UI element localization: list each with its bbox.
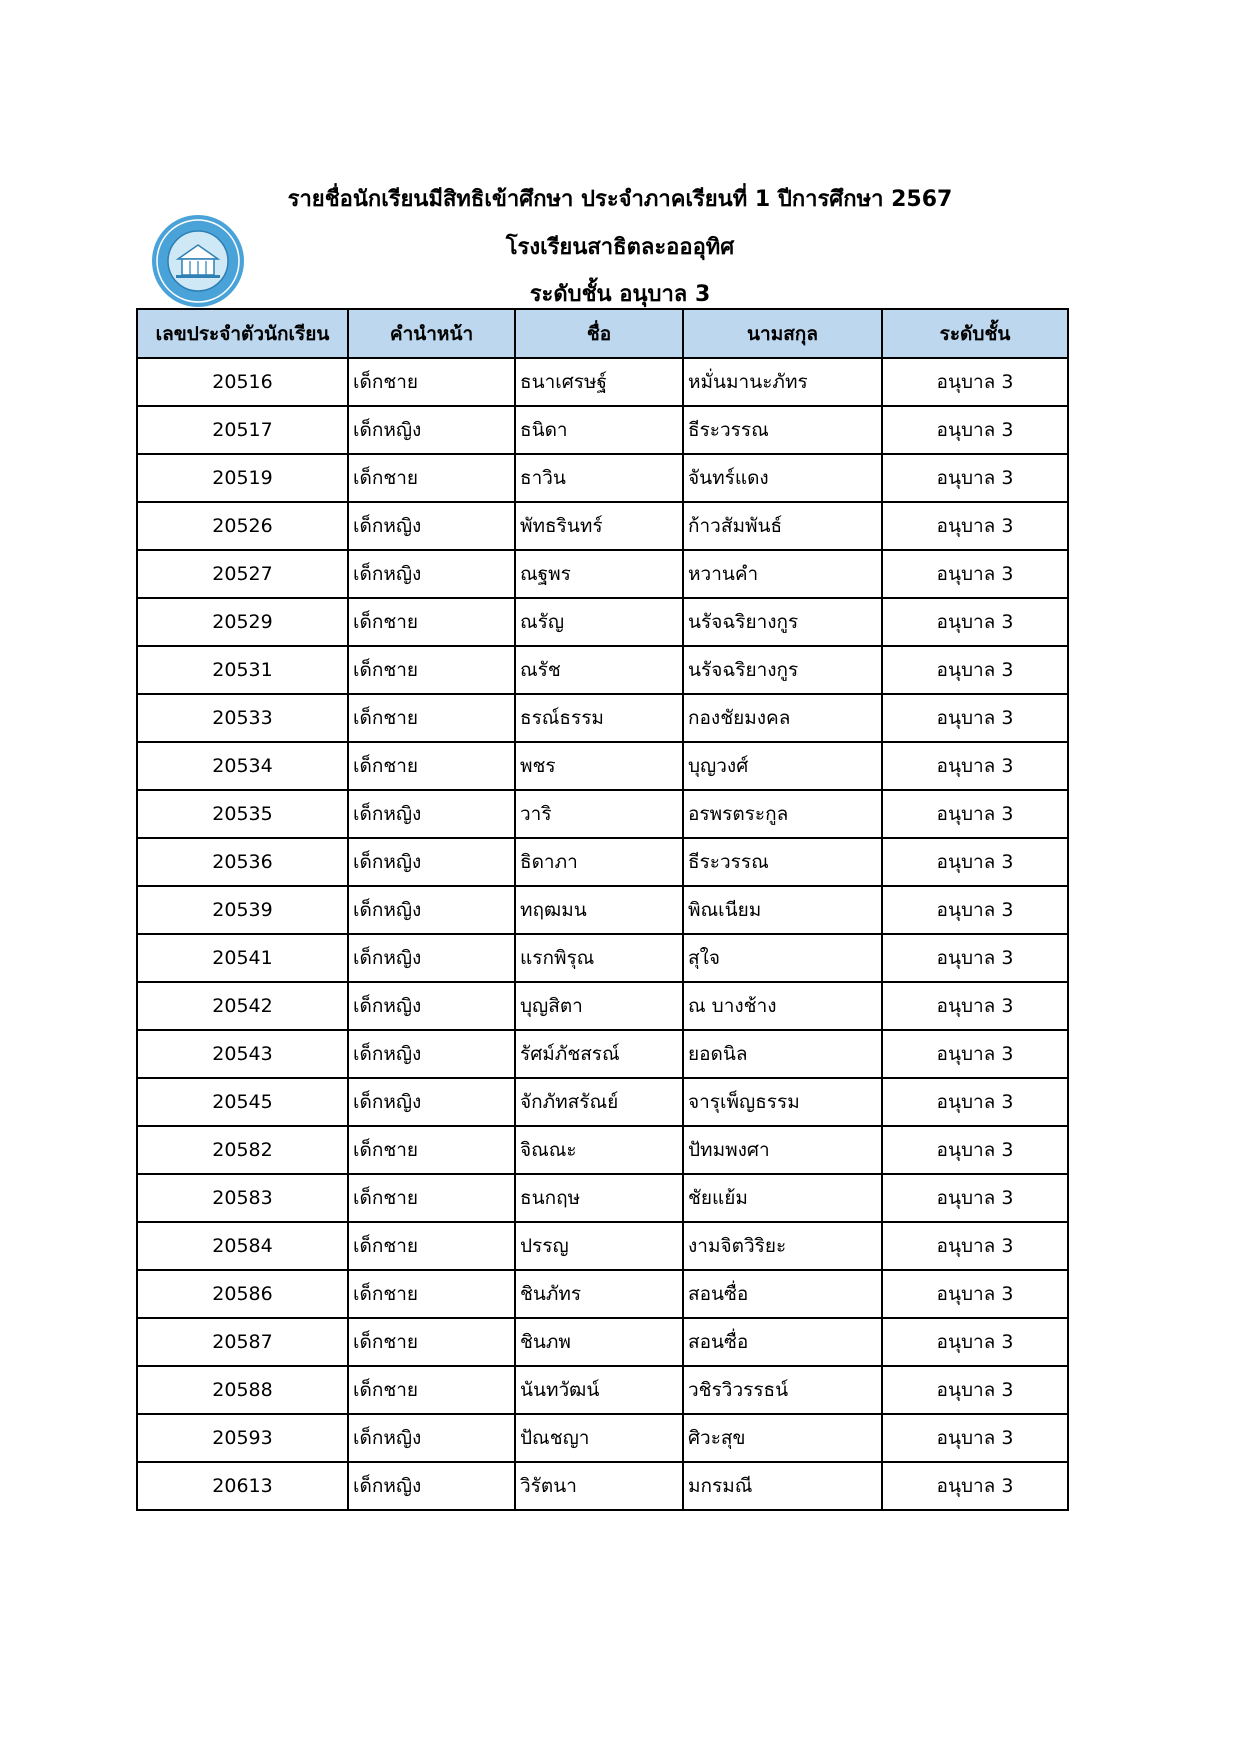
prefix-cell: เด็กหญิง (348, 886, 515, 934)
table-row (137, 982, 1068, 1030)
level-cell: อนุบาล 3 (882, 934, 1068, 982)
first-name-cell: ชินภัทร (515, 1270, 683, 1318)
table-row (137, 838, 1068, 886)
student-id-cell: 20529 (137, 598, 348, 646)
column-header-level: ระดับชั้น (882, 309, 1068, 358)
table-row (137, 550, 1068, 598)
school-name: โรงเรียนสาธิตละอออุทิศ (505, 235, 735, 260)
first-name-cell: ธนาเศรษฐ์ (515, 358, 683, 406)
last-name-cell: สอนซื่อ (683, 1318, 882, 1366)
last-name-cell: สอนซื่อ (683, 1270, 882, 1318)
level-cell: อนุบาล 3 (882, 358, 1068, 406)
level-cell: อนุบาล 3 (882, 502, 1068, 550)
first-name-cell: ปัณชญา (515, 1414, 683, 1462)
column-header-first-name: ชื่อ (515, 309, 683, 358)
level-cell: อนุบาล 3 (882, 1462, 1068, 1510)
table-row (137, 646, 1068, 694)
level-cell: อนุบาล 3 (882, 1414, 1068, 1462)
level-cell: อนุบาล 3 (882, 838, 1068, 886)
student-id-cell: 20534 (137, 742, 348, 790)
last-name-cell: หมั่นมานะภัทร (683, 358, 882, 406)
last-name-cell: อรพรตระกูล (683, 790, 882, 838)
student-id-cell: 20516 (137, 358, 348, 406)
table-body (137, 358, 1068, 1510)
last-name-cell: ศิวะสุข (683, 1414, 882, 1462)
last-name-cell: บุญวงศ์ (683, 742, 882, 790)
first-name-cell: จิณณะ (515, 1126, 683, 1174)
last-name-cell: มกรมณี (683, 1462, 882, 1510)
prefix-cell: เด็กหญิง (348, 934, 515, 982)
table-row (137, 358, 1068, 406)
table-row (137, 1462, 1068, 1510)
last-name-cell: จันทร์แดง (683, 454, 882, 502)
prefix-cell: เด็กหญิง (348, 550, 515, 598)
first-name-cell: ธิดาภา (515, 838, 683, 886)
student-table (136, 308, 1069, 1511)
table-row (137, 934, 1068, 982)
student-id-cell: 20543 (137, 1030, 348, 1078)
first-name-cell: วิรัตนา (515, 1462, 683, 1510)
level-cell: อนุบาล 3 (882, 1078, 1068, 1126)
last-name-cell: ปัทมพงศา (683, 1126, 882, 1174)
table-header-row (137, 309, 1068, 358)
table-row (137, 1222, 1068, 1270)
student-id-cell: 20535 (137, 790, 348, 838)
student-id-cell: 20541 (137, 934, 348, 982)
student-id-cell: 20587 (137, 1318, 348, 1366)
table-row (137, 742, 1068, 790)
table-row (137, 1030, 1068, 1078)
level-cell: อนุบาล 3 (882, 790, 1068, 838)
level-cell: อนุบาล 3 (882, 1030, 1068, 1078)
level-cell: อนุบาล 3 (882, 1126, 1068, 1174)
level-cell: อนุบาล 3 (882, 886, 1068, 934)
first-name-cell: รัศม์ภัชสรณ์ (515, 1030, 683, 1078)
student-id-cell: 20526 (137, 502, 348, 550)
last-name-cell: ชัยแย้ม (683, 1174, 882, 1222)
table-row (137, 790, 1068, 838)
table-row (137, 1126, 1068, 1174)
prefix-cell: เด็กหญิง (348, 838, 515, 886)
first-name-cell: วาริ (515, 790, 683, 838)
first-name-cell: ธนกฤษ (515, 1174, 683, 1222)
first-name-cell: ปรรญ (515, 1222, 683, 1270)
first-name-cell: ณฐพร (515, 550, 683, 598)
level-cell: อนุบาล 3 (882, 742, 1068, 790)
first-name-cell: ทฤฒมน (515, 886, 683, 934)
prefix-cell: เด็กชาย (348, 1366, 515, 1414)
student-id-cell: 20593 (137, 1414, 348, 1462)
level-cell: อนุบาล 3 (882, 1174, 1068, 1222)
prefix-cell: เด็กชาย (348, 1222, 515, 1270)
level-title: ระดับชั้น อนุบาล 3 (529, 282, 711, 307)
table-row (137, 1078, 1068, 1126)
prefix-cell: เด็กชาย (348, 694, 515, 742)
prefix-cell: เด็กชาย (348, 598, 515, 646)
prefix-cell: เด็กชาย (348, 742, 515, 790)
last-name-cell: จารุเพ็ญธรรม (683, 1078, 882, 1126)
student-id-cell: 20542 (137, 982, 348, 1030)
last-name-cell: วชิรวิวรรธน์ (683, 1366, 882, 1414)
student-table-container (136, 308, 1067, 1511)
prefix-cell: เด็กหญิง (348, 1078, 515, 1126)
prefix-cell: เด็กหญิง (348, 982, 515, 1030)
level-cell: อนุบาล 3 (882, 646, 1068, 694)
table-row (137, 454, 1068, 502)
table-row (137, 1270, 1068, 1318)
student-id-cell: 20545 (137, 1078, 348, 1126)
first-name-cell: ณรัญ (515, 598, 683, 646)
first-name-cell: พัทธรินทร์ (515, 502, 683, 550)
table-row (137, 598, 1068, 646)
student-id-cell: 20531 (137, 646, 348, 694)
prefix-cell: เด็กชาย (348, 1174, 515, 1222)
student-id-cell: 20527 (137, 550, 348, 598)
student-id-cell: 20584 (137, 1222, 348, 1270)
prefix-cell: เด็กหญิง (348, 790, 515, 838)
last-name-cell: ธีระวรรณ (683, 838, 882, 886)
column-header-last-name: นามสกุล (683, 309, 882, 358)
table-row (137, 1414, 1068, 1462)
first-name-cell: แรกพิรุณ (515, 934, 683, 982)
last-name-cell: กองชัยมงคล (683, 694, 882, 742)
last-name-cell: นรัจฉริยางกูร (683, 598, 882, 646)
prefix-cell: เด็กหญิง (348, 406, 515, 454)
table-row (137, 406, 1068, 454)
prefix-cell: เด็กชาย (348, 358, 515, 406)
first-name-cell: ธาวิน (515, 454, 683, 502)
table-row (137, 1174, 1068, 1222)
last-name-cell: พิณเนียม (683, 886, 882, 934)
first-name-cell: จักภัทสรัณย์ (515, 1078, 683, 1126)
first-name-cell: บุญสิตา (515, 982, 683, 1030)
table-row (137, 502, 1068, 550)
student-id-cell: 20586 (137, 1270, 348, 1318)
student-id-cell: 20583 (137, 1174, 348, 1222)
first-name-cell: ธนิดา (515, 406, 683, 454)
prefix-cell: เด็กชาย (348, 646, 515, 694)
last-name-cell: ก้าวสัมพันธ์ (683, 502, 882, 550)
level-cell: อนุบาล 3 (882, 1222, 1068, 1270)
table-row (137, 1318, 1068, 1366)
student-id-cell: 20539 (137, 886, 348, 934)
last-name-cell: ณ บางช้าง (683, 982, 882, 1030)
prefix-cell: เด็กหญิง (348, 502, 515, 550)
column-header-student-id: เลขประจำตัวนักเรียน (137, 309, 348, 358)
last-name-cell: ธีระวรรณ (683, 406, 882, 454)
prefix-cell: เด็กชาย (348, 1270, 515, 1318)
level-cell: อนุบาล 3 (882, 454, 1068, 502)
student-id-cell: 20536 (137, 838, 348, 886)
last-name-cell: หวานคำ (683, 550, 882, 598)
level-cell: อนุบาล 3 (882, 550, 1068, 598)
prefix-cell: เด็กชาย (348, 454, 515, 502)
student-id-cell: 20613 (137, 1462, 348, 1510)
last-name-cell: สุใจ (683, 934, 882, 982)
student-id-cell: 20588 (137, 1366, 348, 1414)
first-name-cell: ณรัช (515, 646, 683, 694)
level-cell: อนุบาล 3 (882, 406, 1068, 454)
first-name-cell: นันทวัฒน์ (515, 1366, 683, 1414)
level-cell: อนุบาล 3 (882, 694, 1068, 742)
student-id-cell: 20519 (137, 454, 348, 502)
level-cell: อนุบาล 3 (882, 1366, 1068, 1414)
level-cell: อนุบาล 3 (882, 982, 1068, 1030)
prefix-cell: เด็กหญิง (348, 1030, 515, 1078)
first-name-cell: พชร (515, 742, 683, 790)
last-name-cell: ยอดนิล (683, 1030, 882, 1078)
first-name-cell: ธรณ์ธรรม (515, 694, 683, 742)
last-name-cell: งามจิตวิริยะ (683, 1222, 882, 1270)
table-row (137, 886, 1068, 934)
last-name-cell: นรัจฉริยางกูร (683, 646, 882, 694)
first-name-cell: ชินภพ (515, 1318, 683, 1366)
table-row (137, 1366, 1068, 1414)
level-cell: อนุบาล 3 (882, 1318, 1068, 1366)
prefix-cell: เด็กหญิง (348, 1414, 515, 1462)
prefix-cell: เด็กหญิง (348, 1462, 515, 1510)
student-id-cell: 20517 (137, 406, 348, 454)
prefix-cell: เด็กชาย (348, 1126, 515, 1174)
school-seal-icon (150, 213, 246, 309)
column-header-prefix: คำนำหน้า (348, 309, 515, 358)
student-id-cell: 20533 (137, 694, 348, 742)
student-id-cell: 20582 (137, 1126, 348, 1174)
prefix-cell: เด็กชาย (348, 1318, 515, 1366)
page-title: รายชื่อนักเรียนมีสิทธิเข้าศึกษา ประจำภาคเรียนที่ 1 ปีการศึกษา 2567 (287, 187, 953, 212)
level-cell: อนุบาล 3 (882, 598, 1068, 646)
level-cell: อนุบาล 3 (882, 1270, 1068, 1318)
table-row (137, 694, 1068, 742)
